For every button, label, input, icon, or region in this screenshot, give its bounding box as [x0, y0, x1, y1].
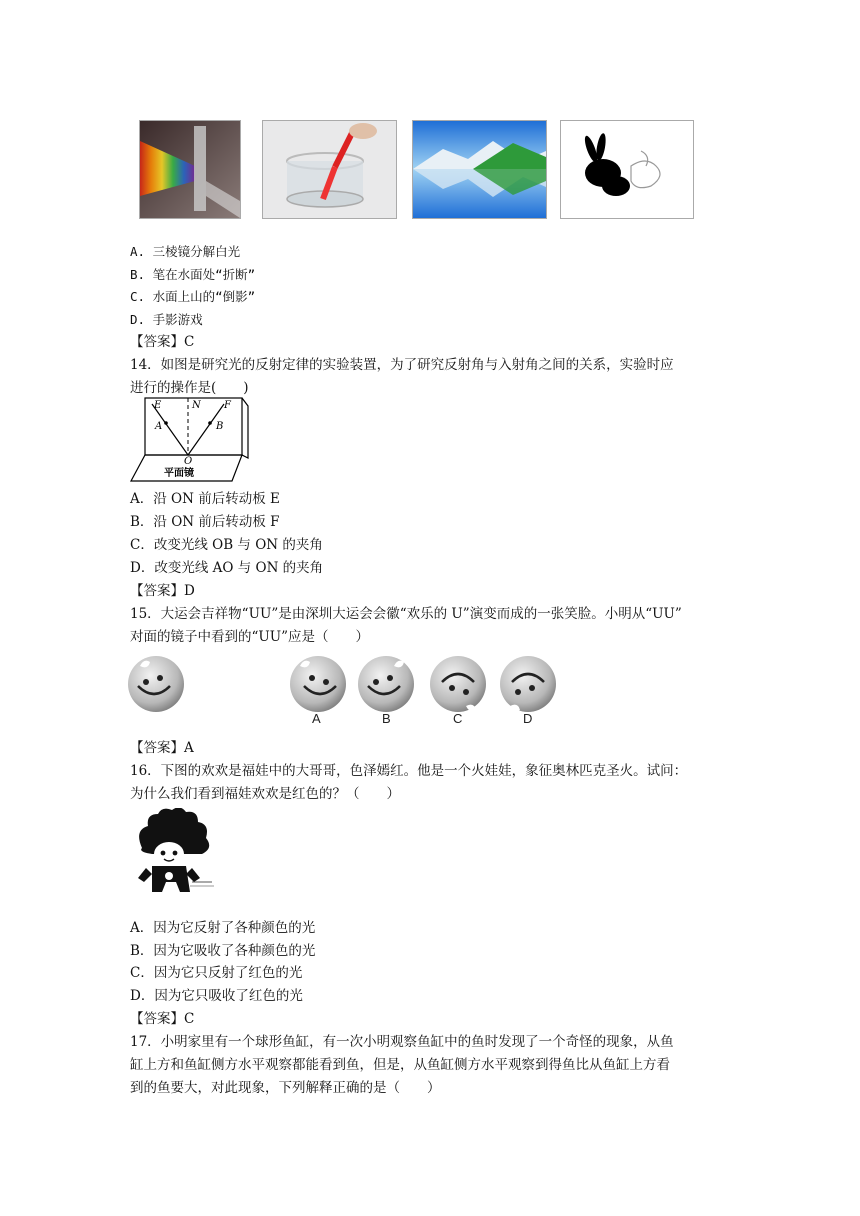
q14-answer: 【答案】D — [130, 583, 195, 599]
q16-option-a: A．因为它反射了各种颜色的光 — [130, 920, 316, 936]
uu-label-d: D — [523, 711, 533, 726]
label-a: A — [155, 421, 163, 432]
uu-faces-figure — [126, 652, 566, 732]
q16-option-d: D．因为它只吸收了红色的光 — [130, 988, 303, 1004]
q16-answer: 【答案】C — [130, 1011, 195, 1027]
q14-option-a: A．沿 ON 前后转动板 E — [130, 491, 280, 507]
q17-stem-line1: 17．小明家里有一个球形鱼缸，有一次小明观察鱼缸中的鱼时发现了一个奇怪的现象，从鱼 — [130, 1034, 674, 1050]
reflection-experiment-diagram — [128, 396, 253, 484]
q13-option-d: D. 手影游戏 — [130, 312, 203, 327]
label-b: B — [216, 421, 224, 432]
label-e: E — [154, 400, 162, 411]
uu-label-c: C — [453, 711, 463, 726]
q13-answer: 【答案】C — [130, 334, 195, 350]
uu-option-a-face — [290, 656, 346, 712]
label-f: F — [224, 400, 231, 411]
q13-option-b: B. 笔在水面处“折断” — [130, 267, 256, 282]
q14-option-b: B．沿 ON 前后转动板 F — [130, 514, 280, 530]
q14-stem-line1: 14．如图是研究光的反射定律的实验装置，为了研究反射角与入射角之间的关系，实验时应 — [130, 357, 674, 373]
uu-option-b-face — [358, 656, 414, 712]
q15-answer: 【答案】A — [130, 740, 194, 756]
uu-option-c-face — [430, 656, 486, 712]
q16-stem-line2: 为什么我们看到福娃欢欢是红色的？（ ） — [130, 786, 400, 802]
q17-stem-line2: 缸上方和鱼缸侧方水平观察都能看到鱼，但是，从鱼缸侧方水平观察到得鱼比从鱼缸上方看 — [130, 1057, 670, 1073]
q13-option-a: A. 三棱镜分解白光 — [130, 244, 241, 259]
hand-shadow-image — [560, 120, 694, 219]
label-n: N — [192, 400, 201, 411]
prism-image — [139, 120, 241, 219]
mountain-reflection-image — [412, 120, 547, 219]
q14-option-c: C．改变光线 OB 与 ON 的夹角 — [130, 537, 323, 553]
label-o: O — [184, 456, 193, 467]
q14-option-d: D．改变光线 AO 与 ON 的夹角 — [130, 560, 324, 576]
uu-label-a: A — [312, 711, 321, 726]
uu-option-d-face — [500, 656, 556, 712]
label-mirror: 平面镜 — [164, 468, 194, 479]
fuwa-huanhuan-figure — [132, 808, 216, 896]
q16-option-c: C．因为它只反射了红色的光 — [130, 965, 303, 981]
q15-stem-line2: 对面的镜子中看到的“UU”应是（ ） — [130, 629, 370, 645]
q14-stem-line2: 进行的操作是( ) — [130, 380, 249, 396]
uu-original-face — [128, 656, 184, 712]
q15-stem-line1: 15．大运会吉祥物“UU”是由深圳大运会会徽“欢乐的 U”演变而成的一张笑脸。小明从“UU” — [130, 606, 682, 622]
q17-stem-line3: 到的鱼要大，对此现象，下列解释正确的是（ ） — [130, 1080, 441, 1096]
q16-option-b: B．因为它吸收了各种颜色的光 — [130, 943, 316, 959]
q16-stem-line1: 16．下图的欢欢是福娃中的大哥哥，色泽嫣红。他是一个火娃娃，象征奥林匹克圣火。试问： — [130, 763, 688, 779]
uu-label-b: B — [382, 711, 391, 726]
pencil-in-water-image — [262, 120, 397, 219]
q13-option-c: C. 水面上山的“倒影” — [130, 289, 256, 304]
